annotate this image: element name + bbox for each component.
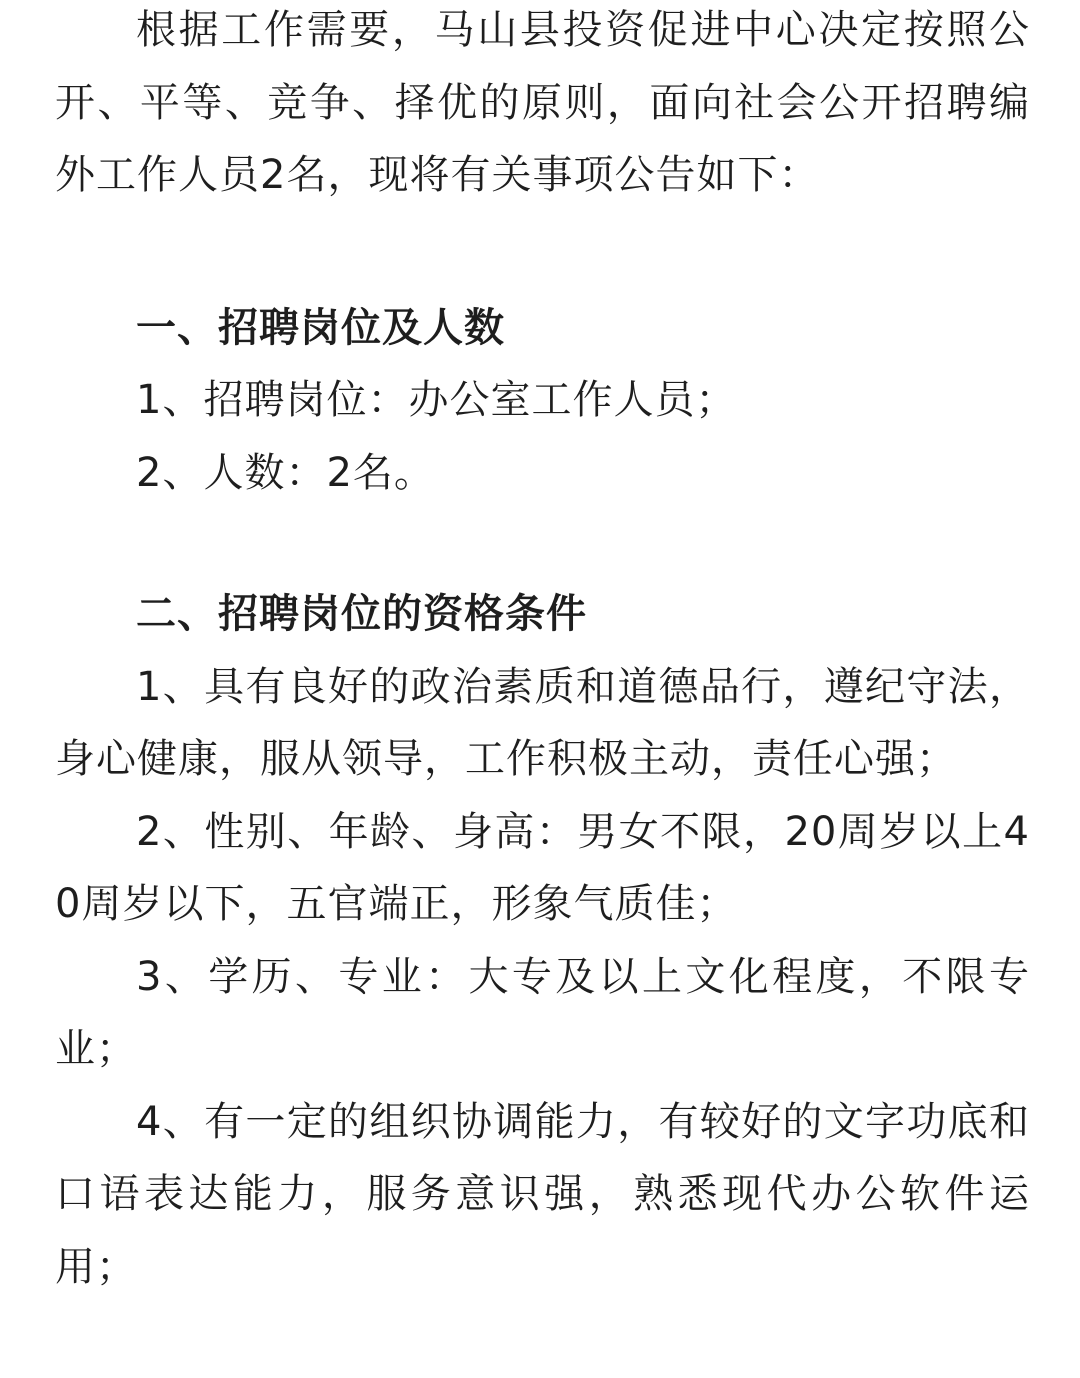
section2-item: 4、有一定的组织协调能力，有较好的文字功底和口语表达能力，服务意识强，熟悉现代办公软件运用； [55,1098,1030,1290]
section2-item: 2、性别、年龄、身高：男女不限，20周岁以上40周岁以下，五官端正，形象气质佳； [55,808,1030,927]
section2-item: 1、具有良好的政治素质和道德品行，遵纪守法，身心健康，服从领导，工作积极主动，责任心强； [55,663,1030,782]
announcement-article [55,0,1030,1303]
section1-item: 1、招聘岗位：办公室工作人员； [136,377,737,423]
section-spacer [55,212,1030,292]
section1-heading: 一、招聘岗位及人数 [136,304,505,351]
section2-item: 3、学历、专业：大专及以上文化程度，不限专业； [55,953,1030,1072]
intro-paragraph: 根据工作需要，马山县投资促进中心决定按照公开、平等、竞争、择优的原则，面向社会公开招聘编外工作人员2名，现将有关事项公告如下： [55,7,1030,198]
section2-heading: 二、招聘岗位的资格条件 [136,591,587,637]
section1-item: 2、人数：2名。 [136,449,435,496]
section-spacer [55,509,1030,578]
